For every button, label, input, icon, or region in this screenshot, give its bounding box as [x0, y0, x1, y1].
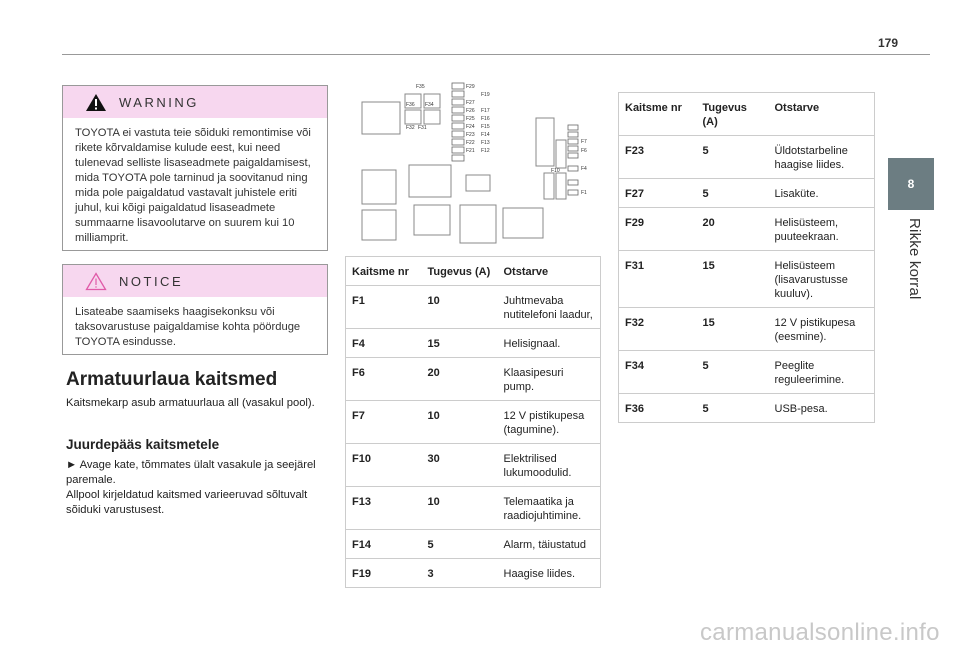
notice-title: NOTICE	[119, 273, 184, 289]
fuse-rating: 15	[422, 329, 498, 358]
fuse-purpose: Helisüsteem (lisavarustusse kuuluv).	[769, 251, 875, 308]
table-row	[619, 179, 875, 208]
fuse-box-diagram	[356, 80, 596, 245]
access-steps	[66, 458, 336, 518]
fuse-table-2	[618, 92, 875, 423]
fuse-nr: F13	[346, 487, 422, 530]
fuse-nr: F32	[619, 308, 697, 351]
label-f7: F7	[581, 139, 587, 145]
label-f13: F13	[481, 140, 490, 146]
fuse-rating: 10	[422, 401, 498, 444]
fuse-rating: 30	[422, 444, 498, 487]
fuse-purpose: Elektrilised lukumoodulid.	[498, 444, 601, 487]
fuse-rating: 5	[697, 179, 769, 208]
fuse-rating: 20	[697, 208, 769, 251]
fuse-purpose: Lisaküte.	[769, 179, 875, 208]
fuse-rating: 15	[697, 308, 769, 351]
label-f1: F1	[581, 190, 587, 196]
top-divider	[62, 54, 930, 55]
fuse-rating: 3	[422, 559, 498, 588]
page-number: 179	[878, 36, 899, 50]
fuse-nr: F23	[619, 136, 697, 179]
fuse-nr: F31	[619, 251, 697, 308]
fuse-purpose: 12 V pistikupesa (tagumine).	[498, 401, 601, 444]
label-f15: F15	[481, 124, 490, 130]
fuse-nr: F1	[346, 286, 422, 329]
access-subtitle: Juurdepääs kaitsmetele	[66, 437, 220, 452]
label-f21: F21	[466, 148, 475, 154]
chapter-tab[interactable]: 8	[888, 158, 934, 210]
fuse-nr: F29	[619, 208, 697, 251]
header-purpose: Otstarve	[769, 93, 875, 136]
label-f16: F16	[481, 116, 490, 122]
notice-box	[62, 264, 328, 355]
label-f25: F25	[466, 116, 475, 122]
warning-icon	[85, 93, 107, 112]
label-f23: F23	[466, 132, 475, 138]
warning-box	[62, 85, 328, 251]
fuse-rating: 10	[422, 286, 498, 329]
table-row	[346, 286, 601, 329]
table-row	[346, 401, 601, 444]
fuse-purpose: Telemaatika ja raadiojuhtimine.	[498, 487, 601, 530]
fuse-nr: F36	[619, 394, 697, 423]
table-row	[346, 559, 601, 588]
fuse-purpose: Üldotstarbeline haagise liides.	[769, 136, 875, 179]
header-rating: Tugevus (A)	[422, 257, 498, 286]
fuse-nr: F19	[346, 559, 422, 588]
fuse-purpose: Peeglite reguleerimine.	[769, 351, 875, 394]
fuse-purpose: Klaasipesuri pump.	[498, 358, 601, 401]
fuse-rating: 20	[422, 358, 498, 401]
table-row	[619, 208, 875, 251]
table-row	[619, 351, 875, 394]
label-f26: F26	[466, 108, 475, 114]
intro-text: Kaitsmekarp asub armatuurlaua all (vasakul pool).	[66, 397, 315, 409]
table-row	[619, 136, 875, 179]
fuse-purpose: Helisüsteem, puuteekraan.	[769, 208, 875, 251]
fuse-rating: 5	[697, 351, 769, 394]
label-f31: F31	[418, 125, 427, 131]
watermark: carmanualsonline.info	[700, 619, 940, 646]
label-f6: F6	[581, 148, 587, 154]
chapter-title: Rikke korral	[906, 218, 923, 300]
fuse-purpose: Juhtmevaba nutitelefoni laadur,	[498, 286, 601, 329]
fuse-nr: F27	[619, 179, 697, 208]
table-header-row	[619, 93, 875, 136]
fuse-rating: 10	[422, 487, 498, 530]
notice-header	[63, 265, 327, 297]
label-f10: F10	[551, 168, 560, 174]
label-f34: F34	[425, 102, 434, 108]
label-f4: F4	[581, 166, 587, 172]
table-row	[619, 251, 875, 308]
label-f24: F24	[466, 124, 475, 130]
label-f17: F17	[481, 108, 490, 114]
warning-text: TOYOTA ei vastuta teie sõiduki remontimise või rikete kõrvaldamise kulude eest, kui need tulenevad selliste lisaseadmete paigaldamisest, mida TOYOTA pole tarninud ja soovitanud ning mida pole paigaldatud vastavalt juhistele eriti juhul, kui kõigi paigaldatud lisaseadmete summaarne lisavoolutarve on suurem kui 10 milliamprit.	[75, 127, 311, 244]
warning-header	[63, 86, 327, 118]
step-instruction: ► Avage kate, tõmmates ülalt vasakule ja seejärel paremale.	[66, 459, 316, 486]
table-row	[346, 444, 601, 487]
header-fuse-nr: Kaitsme nr	[619, 93, 697, 136]
header-fuse-nr: Kaitsme nr	[346, 257, 422, 286]
table-row	[346, 487, 601, 530]
label-f36: F36	[406, 102, 415, 108]
section-title: Armatuurlaua kaitsmed	[66, 369, 278, 390]
variation-note: Allpool kirjeldatud kaitsmed varieeruvad sõltuvalt sõiduki varustusest.	[66, 489, 308, 516]
table-row	[619, 394, 875, 423]
table-header-row	[346, 257, 601, 286]
fuse-nr: F10	[346, 444, 422, 487]
fuse-purpose: Alarm, täiustatud	[498, 530, 601, 559]
fuse-rating: 5	[697, 136, 769, 179]
fuse-purpose: Helisignaal.	[498, 329, 601, 358]
fuse-nr: F4	[346, 329, 422, 358]
label-f14: F14	[481, 132, 490, 138]
fuse-rating: 5	[422, 530, 498, 559]
fuse-nr: F14	[346, 530, 422, 559]
warning-title: WARNING	[119, 94, 199, 110]
header-rating: Tugevus (A)	[697, 93, 769, 136]
label-f12: F12	[481, 148, 490, 154]
fuse-purpose: USB-pesa.	[769, 394, 875, 423]
table-row	[346, 329, 601, 358]
fuse-nr: F34	[619, 351, 697, 394]
label-f22: F22	[466, 140, 475, 146]
label-f35: F35	[416, 84, 425, 90]
fuse-purpose: Haagise liides.	[498, 559, 601, 588]
fuse-rating: 5	[697, 394, 769, 423]
table-row	[346, 358, 601, 401]
notice-text: Lisateabe saamiseks haagisekonksu või taksovarustuse paigaldamise kohta pöörduge TOYOTA esindusse.	[75, 306, 301, 348]
label-f29: F29	[466, 84, 475, 90]
fuse-nr: F6	[346, 358, 422, 401]
fuse-nr: F7	[346, 401, 422, 444]
fuse-rating: 15	[697, 251, 769, 308]
fuse-purpose: 12 V pistikupesa (eesmine).	[769, 308, 875, 351]
label-f19: F19	[481, 92, 490, 98]
label-f27: F27	[466, 100, 475, 106]
table-row	[346, 530, 601, 559]
label-f32: F32	[406, 125, 415, 131]
fuse-table-1	[345, 256, 601, 588]
header-purpose: Otstarve	[498, 257, 601, 286]
table-row	[619, 308, 875, 351]
notice-icon	[85, 272, 107, 291]
